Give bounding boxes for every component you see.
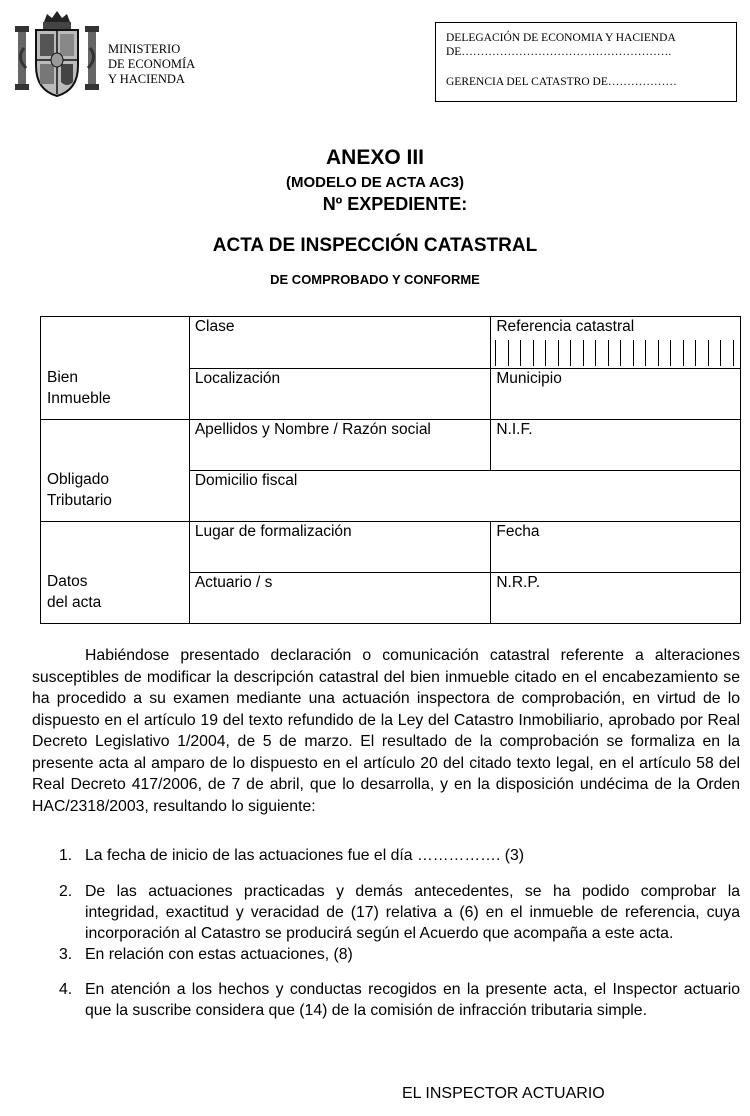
nif-label: N.I.F.	[496, 421, 533, 438]
item-text: La fecha de inicio de las actuaciones fue el día ……………. (3)	[85, 847, 525, 864]
localizacion-label: Localización	[194, 370, 281, 387]
item-number: 2.	[59, 883, 73, 900]
apellidos-label: Apellidos y Nombre / Razón social	[194, 421, 431, 438]
acta-form-table	[40, 316, 741, 624]
lugar-field[interactable]	[189, 522, 491, 573]
clase-label: Clase	[194, 318, 235, 335]
obligado-tributario-label: Obligado Tributario	[41, 420, 190, 522]
expediente-label: Nº EXPEDIENTE:	[322, 194, 468, 214]
ministry-line: Y HACIENDA	[108, 72, 185, 86]
ministry-name	[108, 42, 195, 87]
list-item	[32, 845, 740, 866]
item-number: 1.	[59, 847, 73, 864]
domicilio-label: Domicilio fiscal	[194, 472, 298, 489]
list-item	[32, 881, 740, 944]
apellidos-field[interactable]	[189, 420, 491, 471]
domicilio-field[interactable]	[189, 471, 740, 522]
list-item	[32, 979, 740, 1021]
municipio-label: Municipio	[496, 370, 562, 387]
item-number: 3.	[59, 946, 73, 963]
document-title: ACTA DE INSPECCIÓN CATASTRAL	[212, 235, 538, 256]
model-title: (MODELO DE ACTA AC3)	[285, 174, 465, 191]
nif-field[interactable]	[491, 420, 741, 471]
list-item	[32, 944, 740, 965]
delegation-box	[435, 22, 737, 102]
municipio-field[interactable]	[491, 369, 741, 420]
ministry-line: DE ECONOMÍA	[108, 57, 196, 71]
actuario-field[interactable]	[189, 573, 491, 624]
item-number: 4.	[59, 981, 73, 998]
item-text: De las actuaciones practicadas y demás antecedentes, se ha podido comprobar la integridad, exactitud y veracidad de (17) relativa a (6) en el inmueble de referencia, cuya incorporación al Catastro se producirá según el Acuerdo que acompaña a este acta.	[85, 883, 740, 942]
lugar-label: Lugar de formalización	[194, 523, 352, 540]
datos-acta-label: Datos del acta	[41, 522, 190, 624]
bien-inmueble-label: Bien Inmueble	[41, 317, 190, 420]
body-paragraph: Habiéndose presentado declaración o comunicación catastral referente a alteraciones susceptibles de modificar la descripción catastral del bien inmueble citado en el encabezamiento se ha procedido a su examen mediante una actuación inspectora de comprobación, en virtud de lo dispuesto en el artículo 19 del texto refundido de la Ley del Catastro Inmobiliario, aprobado por Real Decreto Legislativo 1/2004, de 5 de marzo. El resultado de la comprobación se formaliza en la presente acta al amparo de lo dispuesto en el artículo 20 del citado texto legal, en el artículo 58 del Real Decreto 417/2006, de 7 de abril, que lo desarrolla, y en la disposición undécima de la Orden HAC/2318/2003, resultando lo siguiente:	[32, 647, 740, 815]
gerencia-line: GERENCIA DEL CATASTRO DE………………	[446, 76, 677, 88]
fecha-field[interactable]	[491, 522, 741, 573]
ministry-line: MINISTERIO	[108, 42, 181, 56]
fecha-label: Fecha	[496, 523, 540, 540]
clase-field[interactable]	[189, 317, 491, 369]
findings-list	[32, 845, 740, 1021]
nrp-label: N.R.P.	[496, 574, 541, 591]
coat-of-arms-logo	[14, 8, 100, 100]
document-subtitle: DE COMPROBADO Y CONFORME	[270, 272, 480, 287]
item-text: En atención a los hechos y conductas recogidos en la presente acta, el Inspector actuario que la suscribe considera que (14) de la comisión de infracción tributaria simple.	[85, 981, 740, 1019]
delegation-de-line: DE……………………………………………….	[446, 46, 672, 58]
annex-title: ANEXO III	[325, 146, 425, 169]
signature-label: EL INSPECTOR ACTUARIO	[402, 1085, 605, 1102]
delegation-line: DELEGACIÓN DE ECONOMIA Y HACIENDA	[446, 32, 676, 44]
localizacion-field[interactable]	[189, 369, 491, 420]
actuario-label: Actuario / s	[194, 574, 273, 591]
referencia-field[interactable]	[491, 317, 741, 369]
nrp-field[interactable]	[491, 573, 741, 624]
item-text: En relación con estas actuaciones, (8)	[85, 946, 353, 963]
referencia-grid	[495, 340, 745, 366]
referencia-label: Referencia catastral	[496, 318, 635, 335]
